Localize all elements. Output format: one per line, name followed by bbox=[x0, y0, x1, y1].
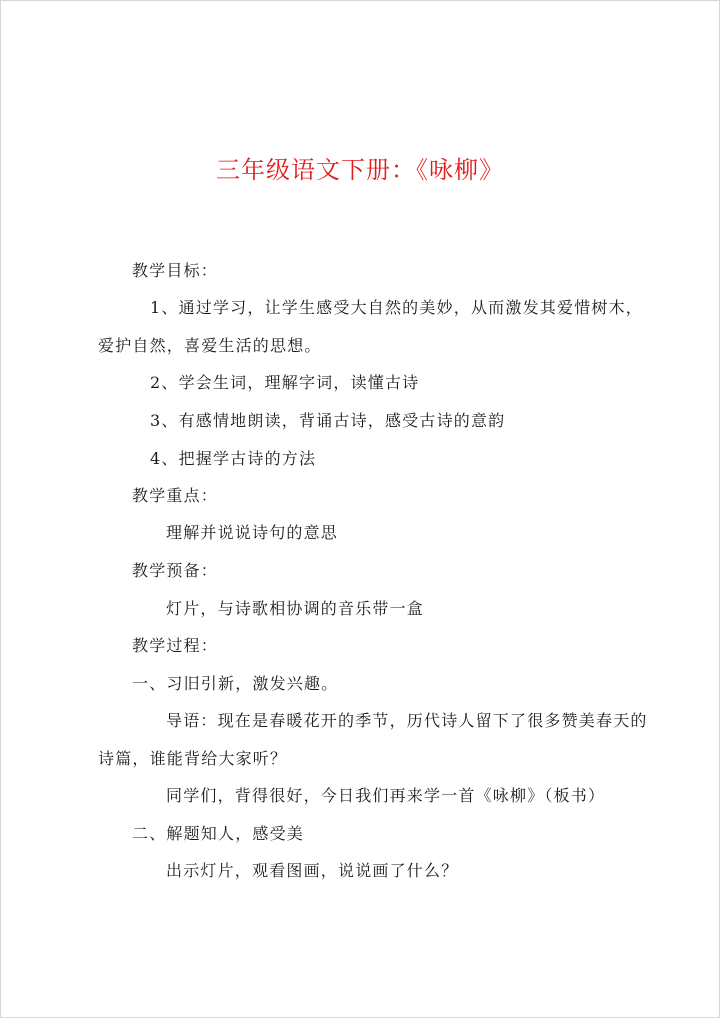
process-heading: 教学过程： bbox=[132, 636, 219, 655]
step-2-heading: 二、解题知人，感受美 bbox=[132, 824, 305, 843]
step-1-paragraph-2: 同学们，背得很好，今日我们再来学一首《咏柳》（板书） bbox=[166, 786, 606, 805]
focus-heading: 教学重点： bbox=[132, 486, 219, 505]
objective-1-line-2: 爱护自然，喜爱生活的思想。 bbox=[98, 336, 322, 355]
step-1-paragraph-1-line-2: 诗篇，谁能背给大家听？ bbox=[98, 749, 288, 768]
step-2-text: 出示灯片，观看图画，说说画了什么？ bbox=[166, 861, 459, 880]
step-1-heading: 一、习旧引新，激发兴趣。 bbox=[132, 674, 339, 693]
prep-text: 灯片，与诗歌相协调的音乐带一盒 bbox=[166, 599, 425, 618]
document-title: 三年级语文下册：《咏柳》 bbox=[216, 156, 504, 184]
objective-4: 4、把握学古诗的方法 bbox=[150, 449, 317, 468]
objective-2: 2、学会生词，理解字词，读懂古诗 bbox=[150, 373, 420, 392]
focus-text: 理解并说说诗句的意思 bbox=[166, 523, 339, 542]
prep-heading: 教学预备： bbox=[132, 561, 219, 580]
objective-1-line-1: 1、通过学习，让学生感受大自然的美妙，从而激发其爱惜树木， bbox=[150, 298, 643, 317]
step-1-paragraph-1-line-1: 导语：现在是春暖花开的季节，历代诗人留下了很多赞美春天的 bbox=[166, 711, 648, 730]
objectives-heading: 教学目标： bbox=[132, 261, 219, 280]
objective-3: 3、有感情地朗读，背诵古诗，感受古诗的意韵 bbox=[150, 411, 506, 430]
